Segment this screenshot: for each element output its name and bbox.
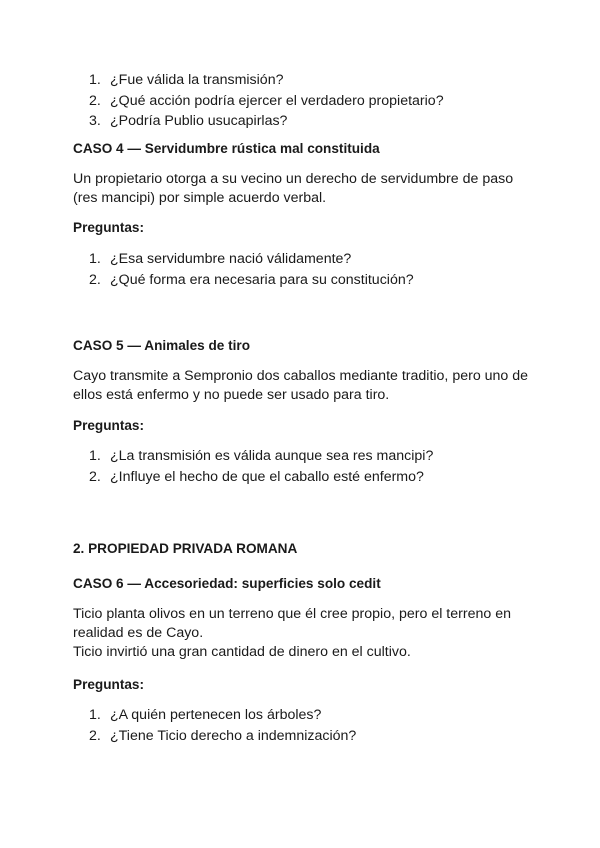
question-text: ¿Influye el hecho de que el caballo esté enfermo? <box>110 468 424 485</box>
list-item <box>73 70 543 91</box>
paragraph-line: Un propietario otorga a su vecino un derecho de servidumbre de paso <box>73 171 514 187</box>
question-text: ¿La transmisión es válida aunque sea res mancipi? <box>110 448 434 464</box>
section2-title: 2. PROPIEDAD PRIVADA ROMANA <box>73 541 298 556</box>
list-item <box>73 705 543 726</box>
caso5-title: CASO 5 — Animales de tiro <box>73 338 251 353</box>
list-item <box>73 726 543 747</box>
paragraph-line: Ticio planta olivos en un terreno que él cree propio, pero el terreno en <box>73 606 511 622</box>
paragraph-line: ellos está enfermo y no puede ser usado para tiro. <box>73 387 390 403</box>
question-text: ¿Podría Publio usucapirlas? <box>110 113 288 129</box>
list-item <box>73 91 543 112</box>
caso5-preguntas-label: Preguntas: <box>73 418 145 433</box>
list-number: 2. <box>89 468 101 485</box>
list-item <box>73 270 543 291</box>
list-number: 2. <box>89 727 101 744</box>
list-number: 1. <box>89 251 101 267</box>
paragraph-line: Cayo transmite a Sempronio dos caballos mediante traditio, pero uno de <box>73 368 529 384</box>
list-number: 3. <box>89 113 101 129</box>
question-text: ¿Fue válida la transmisión? <box>110 72 284 88</box>
list-item <box>73 249 543 270</box>
paragraph-line: Ticio invirtió una gran cantidad de dinero en el cultivo. <box>73 644 411 660</box>
paragraph-line: (res mancipi) por simple acuerdo verbal. <box>73 190 327 206</box>
caso4-description <box>73 170 543 208</box>
caso6-title: CASO 6 — Accesoriedad: superficies solo cedit <box>73 576 381 591</box>
caso4-title: CASO 4 — Servidumbre rústica mal constituida <box>73 141 380 156</box>
list-number: 1. <box>89 72 101 88</box>
question-text: ¿A quién pertenecen los árboles? <box>110 707 322 723</box>
list-number: 1. <box>89 707 101 723</box>
caso4-question-list <box>73 249 543 290</box>
caso5-question-list <box>73 446 543 487</box>
question-text: ¿Qué acción podría ejercer el verdadero propietario? <box>110 92 444 109</box>
question-text: ¿Tiene Ticio derecho a indemnización? <box>110 727 357 744</box>
question-text: ¿Qué forma era necesaria para su constitución? <box>110 271 414 288</box>
caso5-description <box>73 367 543 405</box>
list-item <box>73 467 543 488</box>
list-number: 2. <box>89 92 101 109</box>
caso6-question-list <box>73 705 543 746</box>
list-number: 1. <box>89 448 101 464</box>
question-text: ¿Esa servidumbre nació válidamente? <box>110 251 352 267</box>
list-number: 2. <box>89 271 101 288</box>
caso4-preguntas-label: Preguntas: <box>73 220 145 235</box>
caso6-description <box>73 605 543 662</box>
list-item <box>73 111 543 132</box>
paragraph-line: realidad es de Cayo. <box>73 625 204 641</box>
top-question-list <box>73 70 543 132</box>
caso6-preguntas-label: Preguntas: <box>73 677 145 692</box>
list-item <box>73 446 543 467</box>
